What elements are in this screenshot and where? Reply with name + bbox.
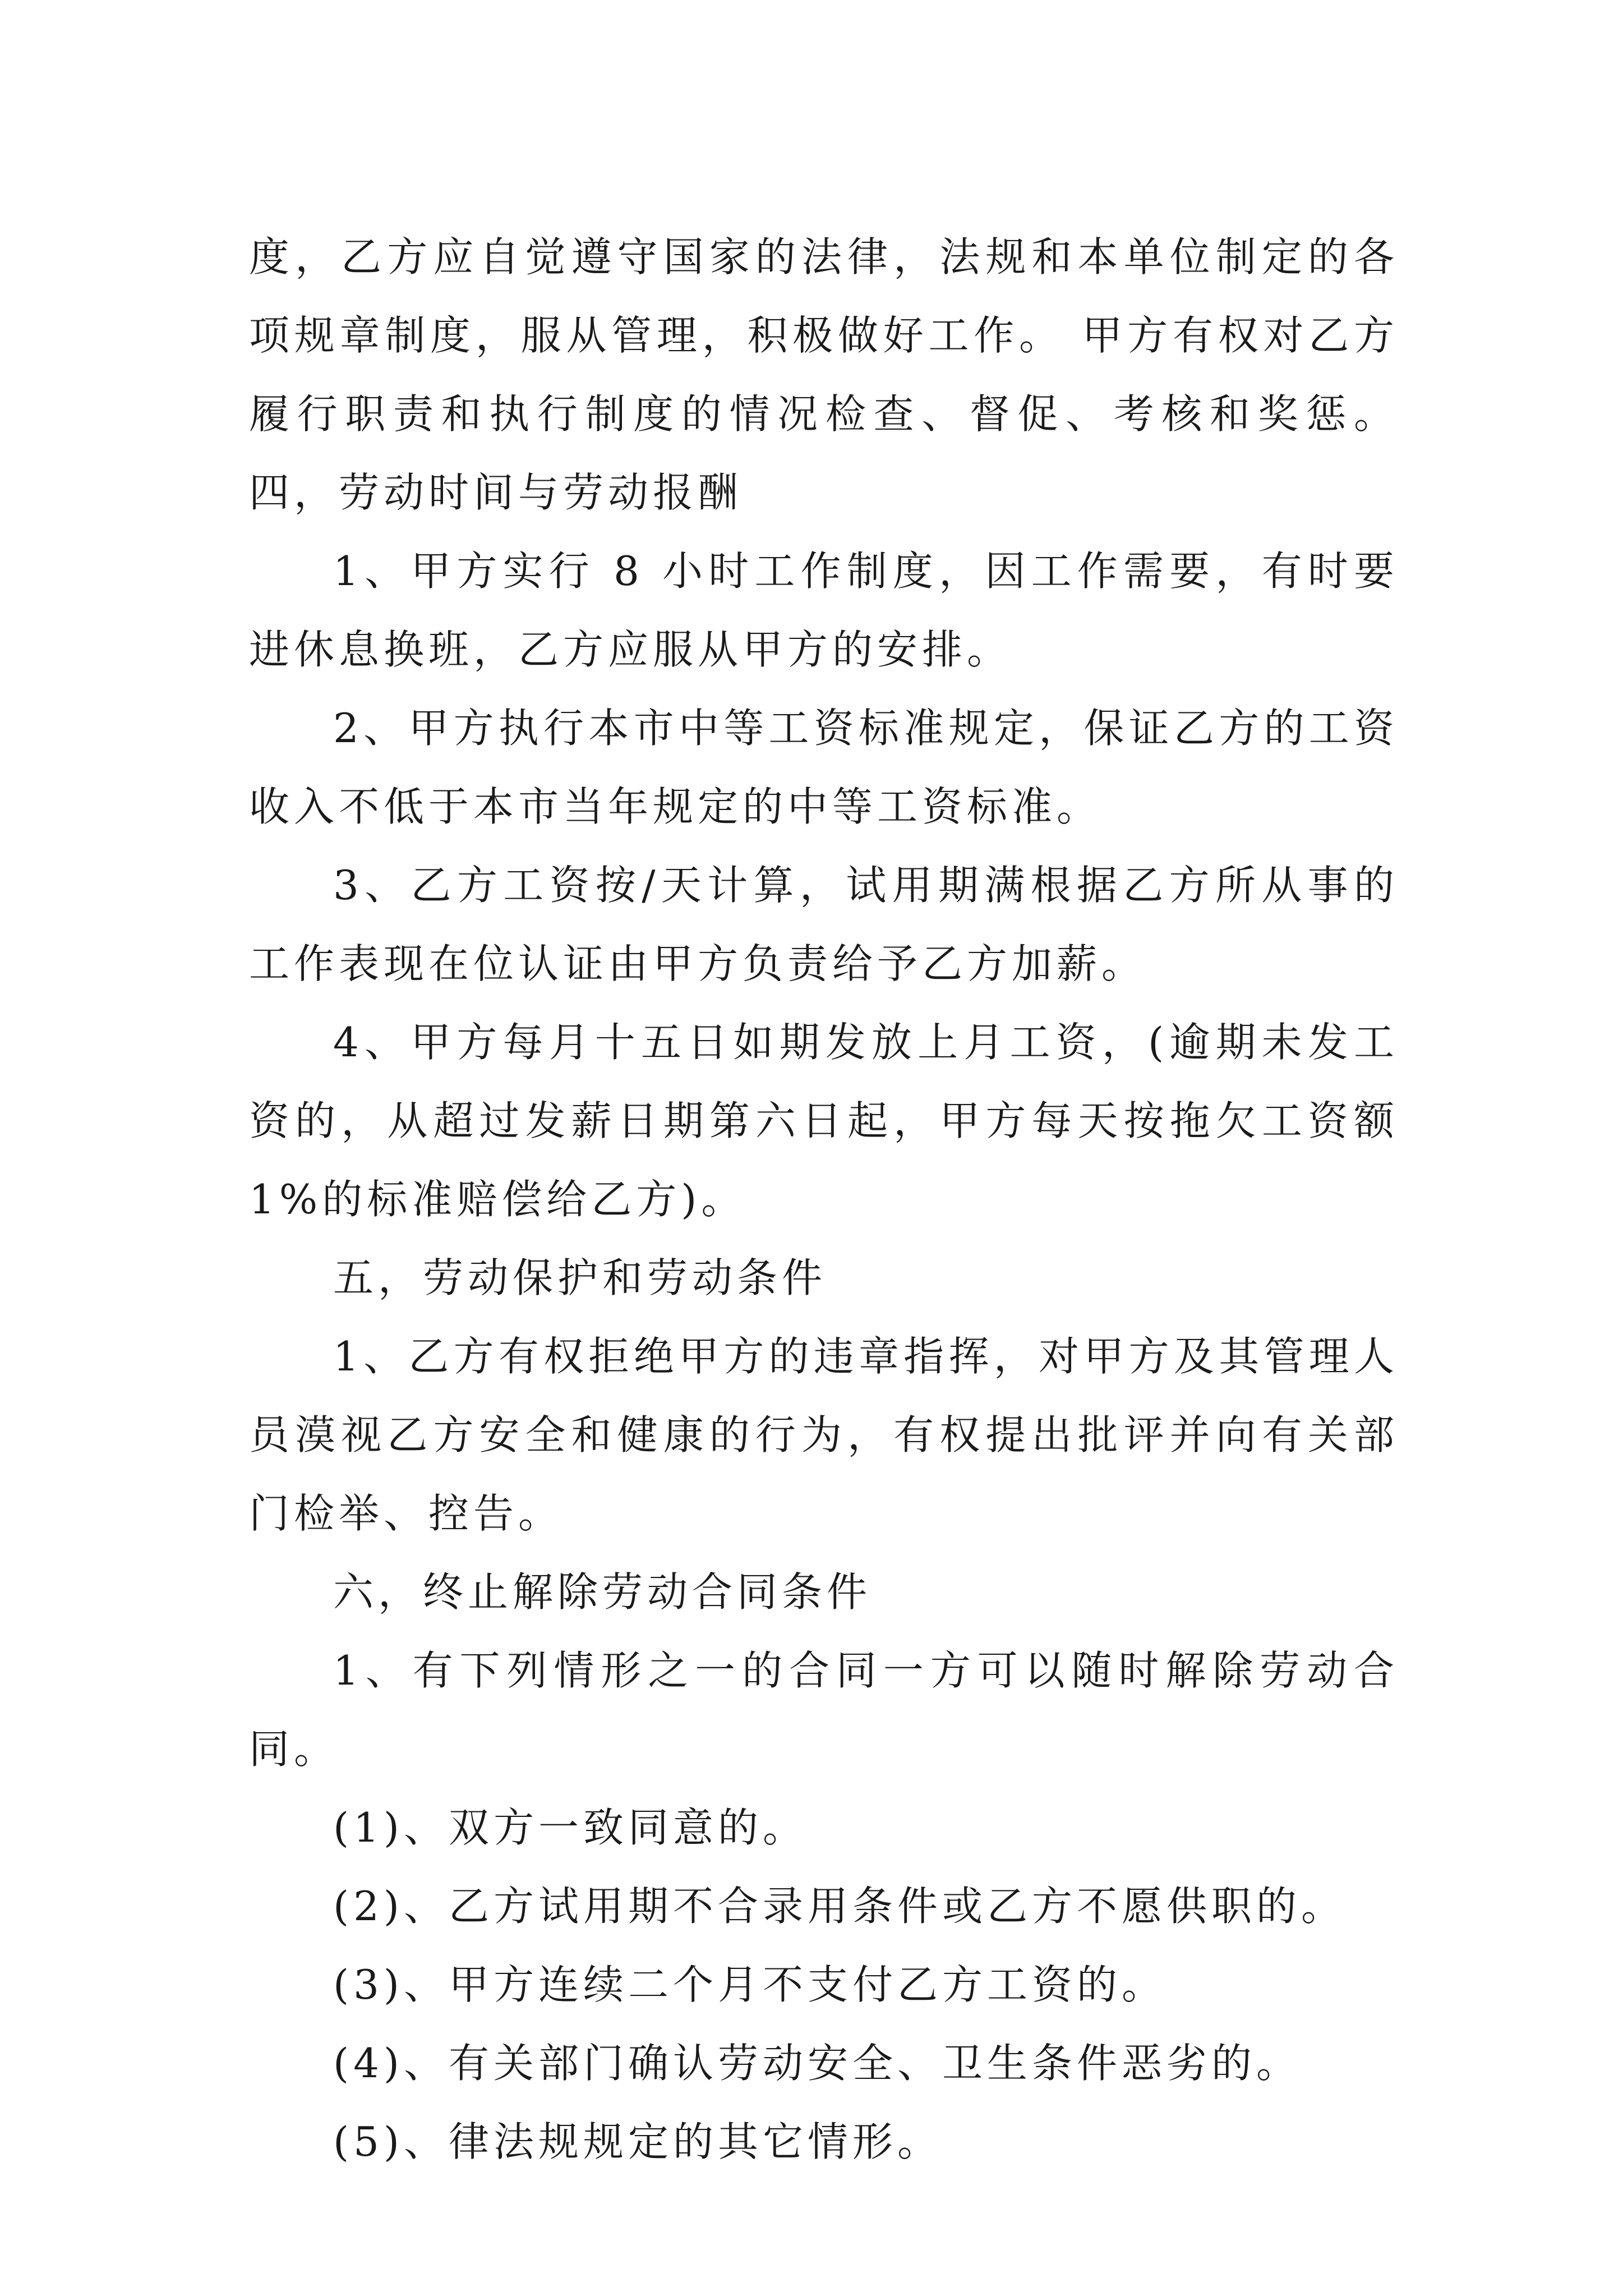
paragraph-termination-conditions: 1、有下列情形之一的合同一方可以随时解除劳动合同。 bbox=[249, 1647, 1399, 1773]
paragraph-rules-compliance: 度，乙方应自觉遵守国家的法律，法规和本单位制定的各项规章制度，服从管理，积极做好工作。 甲方有权对乙方履行职责和执行制度的情况检查、督促、考核和奖惩。 四，劳动时间与劳动报酬 bbox=[249, 233, 1399, 516]
list-item-condition-3: (3)、甲方连续二个月不支付乙方工资的。 bbox=[333, 1961, 1166, 2008]
section-heading-contract-termination: 六，终止解除劳动合同条件 bbox=[333, 1568, 872, 1616]
paragraph-wage-payment: 4、甲方每月十五日如期发放上月工资，(逾期未发工资的，从超过发薪日期第六日起，甲方每天按拖欠工资额 1%的标准赔偿给乙方)。 bbox=[249, 1019, 1399, 1223]
list-item-condition-1: (1)、双方一致同意的。 bbox=[333, 1804, 808, 1851]
paragraph-refuse-orders: 1、乙方有权拒绝甲方的违章指挥，对甲方及其管理人员漠视乙方安全和健康的行为，有权提出批评并向有关部门检举、控告。 bbox=[249, 1333, 1399, 1537]
list-item-condition-2: (2)、乙方试用期不合录用条件或乙方不愿供职的。 bbox=[333, 1883, 1346, 1930]
paragraph-wage-standard: 2、甲方执行本市中等工资标准规定，保证乙方的工资收入不低于本市当年规定的中等工资标准。 bbox=[249, 705, 1399, 830]
paragraph-working-hours: 1、甲方实行 8 小时工作制度，因工作需要，有时要进休息换班，乙方应服从甲方的安排。 bbox=[249, 547, 1399, 673]
document-body bbox=[249, 218, 1399, 2181]
list-item-condition-5: (5)、律法规规定的其它情形。 bbox=[333, 2118, 942, 2165]
section-heading-labor-protection: 五，劳动保护和劳动条件 bbox=[333, 1254, 827, 1301]
list-item-condition-4: (4)、有关部门确认劳动安全、卫生条件恶劣的。 bbox=[333, 2040, 1301, 2087]
paragraph-wage-calculation: 3、乙方工资按/天计算，试用期满根据乙方所从事的工作表现在位认证由甲方负责给予乙方加薪。 bbox=[249, 862, 1399, 987]
